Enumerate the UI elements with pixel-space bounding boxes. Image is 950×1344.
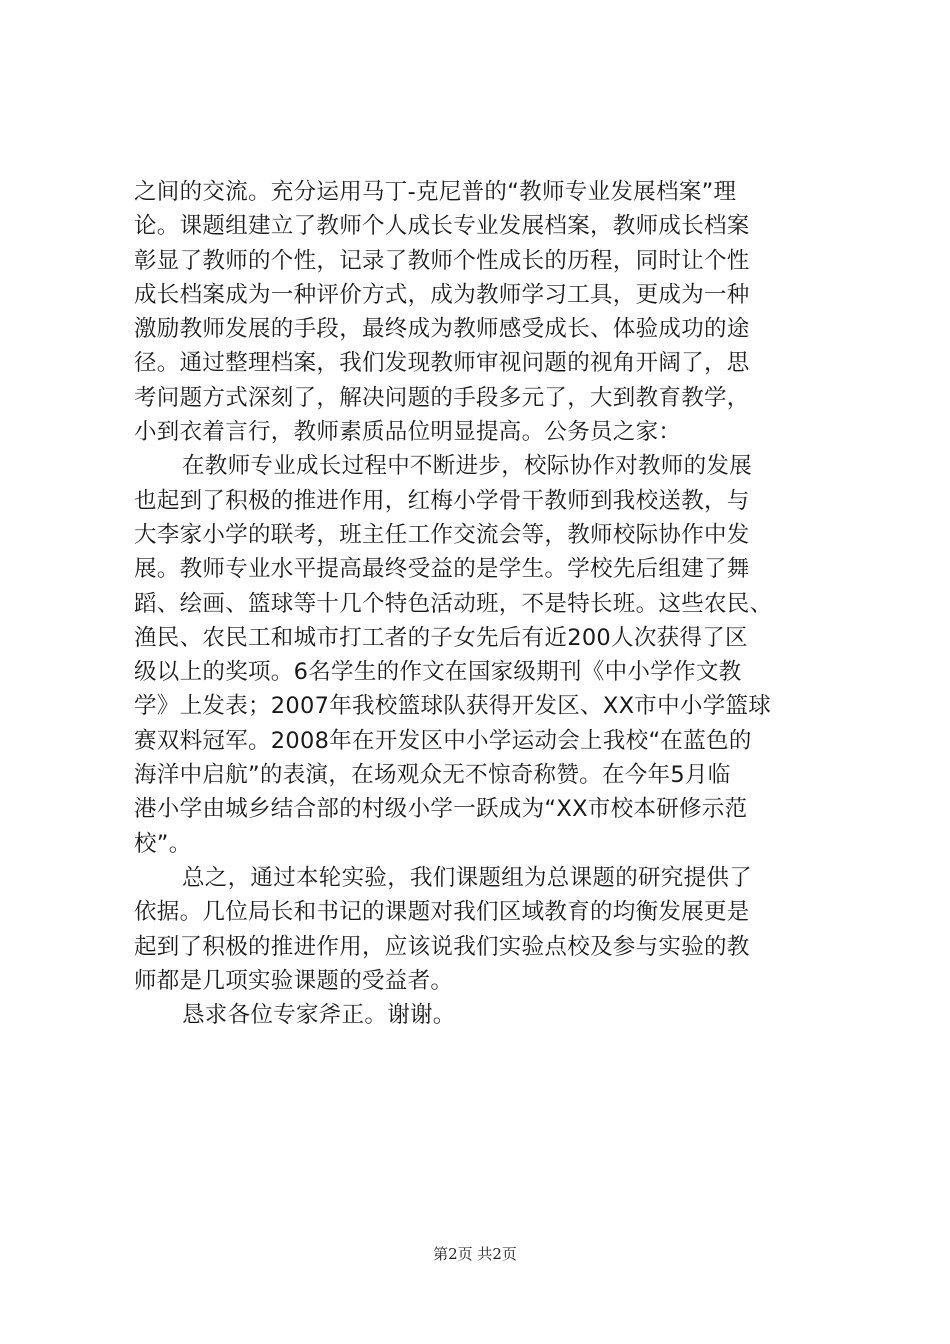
text-line: 学》上发表；2007年我校篮球队获得开发区、XX市中小学篮球	[134, 693, 772, 720]
text-line: 论。课题组建立了教师个人成长专业发展档案，教师成长档案	[134, 213, 750, 240]
text-line: 渔民、农民工和城市打工者的子女先后有近200人次获得了区	[134, 624, 748, 651]
text-line: 大李家小学的联考，班主任工作交流会等，教师校际协作中发	[134, 521, 750, 548]
text-line: 彰显了教师的个性，记录了教师个性成长的历程，同时让个性	[134, 247, 750, 274]
text-line: 赛双料冠军。2008年在开发区中小学运动会上我校“在蓝色的	[134, 727, 752, 754]
text-line: 蹈、绘画、篮球等十几个特色活动班，不是特长班。这些农民、	[134, 590, 773, 617]
text-line: 激励教师发展的手段，最终成为教师感受成长、体验成功的途	[134, 316, 750, 343]
text-line: 依据。几位局长和书记的课题对我们区域教育的均衡发展更是	[134, 899, 750, 926]
page-footer: 第2页 共2页	[433, 1245, 517, 1263]
paragraph-start-line: 总之，通过本轮实验，我们课题组为总课题的研究提供了	[182, 864, 753, 891]
text-line: 起到了积极的推进作用，应该说我们实验点校及参与实验的教	[134, 933, 750, 960]
text-line: 师都是几项实验课题的受益者。	[134, 967, 454, 994]
text-line: 成长档案成为一种评价方式，成为教师学习工具，更成为一种	[134, 281, 750, 308]
text-line: 级以上的奖项。6名学生的作文在国家级期刊《中小学作文教	[134, 659, 742, 686]
document-body	[134, 175, 834, 1032]
text-line: 展。教师专业水平提高最终受益的是学生。学校先后组建了舞	[134, 556, 750, 583]
paragraph-start-line: 在教师专业成长过程中不断进步，校际协作对教师的发展	[182, 453, 753, 480]
paragraph-start-line: 恳求各位专家斧正。谢谢。	[182, 1002, 456, 1029]
text-line: 也起到了积极的推进作用，红梅小学骨干教师到我校送教，与	[134, 487, 750, 514]
text-line: 校”。	[134, 830, 192, 857]
text-line: 港小学由城乡结合部的村级小学一跃成为“XX市校本研修示范	[134, 796, 748, 823]
text-line: 小到衣着言行，教师素质品位明显提高。公务员之家：	[134, 419, 682, 446]
text-line: 之间的交流。充分运用马丁-克尼普的“教师专业发展档案”理	[134, 179, 737, 205]
text-line: 径。通过整理档案，我们发现教师审视问题的视角开阔了，思	[134, 350, 750, 377]
text-line: 考问题方式深刻了，解决问题的手段多元了，大到教育教学，	[134, 384, 750, 411]
text-line: 海洋中启航”的表演，在场观众无不惊奇称赞。在今年5月临	[134, 762, 731, 789]
